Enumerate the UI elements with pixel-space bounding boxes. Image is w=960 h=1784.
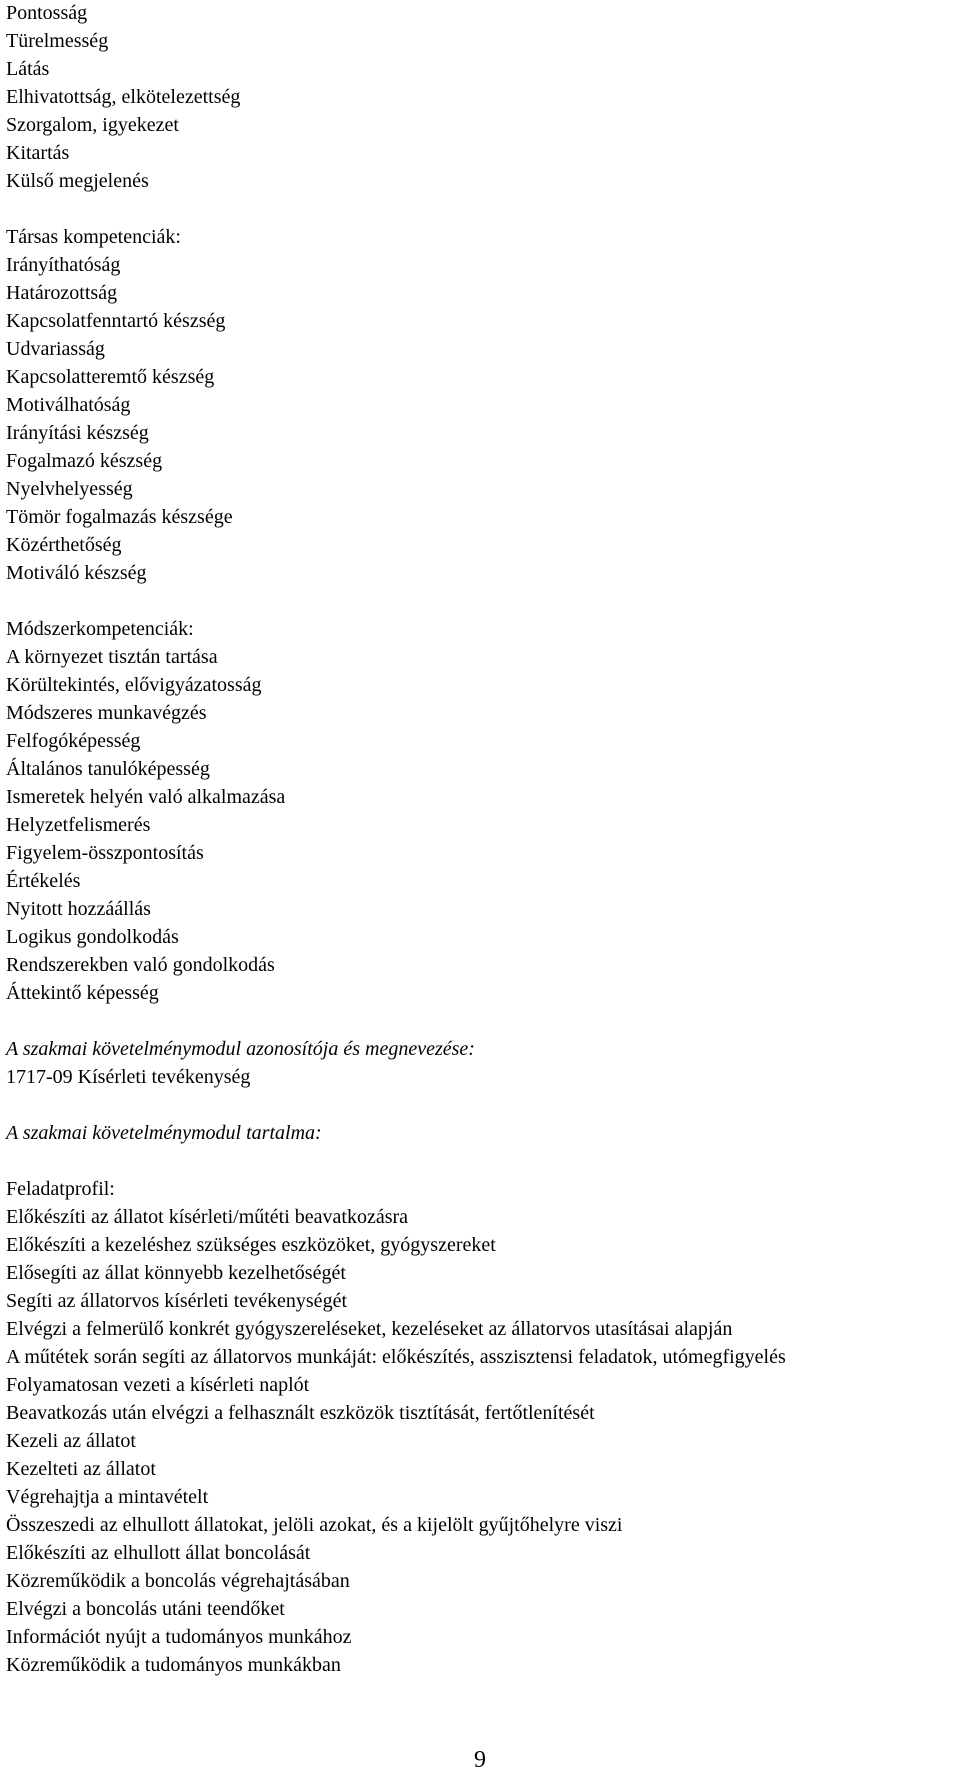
list-item: Kapcsolatfenntartó készség: [6, 310, 226, 332]
module-content-label: A szakmai követelménymodul tartalma:: [6, 1122, 322, 1144]
list-item: Előkészíti az állatot kísérleti/műtéti beavatkozásra: [6, 1206, 409, 1228]
list-item: Irányítási készség: [6, 422, 149, 444]
list-item: Kezeli az állatot: [6, 1430, 136, 1452]
task-profile-section: [6, 1175, 956, 1679]
section-heading: Társas kompetenciák:: [6, 226, 181, 248]
list-item: Ismeretek helyén való alkalmazása: [6, 786, 286, 808]
spacer: [6, 195, 956, 223]
list-item: Módszeres munkavégzés: [6, 702, 207, 724]
list-item: Elhivatottság, elkötelezettség: [6, 86, 241, 108]
list-item: A műtétek során segíti az állatorvos munkáját: előkészítés, asszisztensi feladatok, utómegfigyelés: [6, 1346, 786, 1368]
list-item: Előkészíti az elhullott állat boncolását: [6, 1542, 311, 1564]
list-item: Motiválhatóság: [6, 394, 131, 416]
document-page: [6, 0, 956, 1679]
list-item: Tömör fogalmazás készsége: [6, 506, 233, 528]
list-item: Kitartás: [6, 142, 70, 164]
module-id-value: 1717-09 Kísérleti tevékenység: [6, 1066, 251, 1088]
list-item: Elősegíti az állat könnyebb kezelhetőségét: [6, 1262, 346, 1284]
list-item: Beavatkozás után elvégzi a felhasznált eszközök tisztítását, fertőtlenítését: [6, 1402, 595, 1424]
spacer: [6, 1091, 956, 1119]
spacer: [6, 1147, 956, 1175]
list-item: Információt nyújt a tudományos munkához: [6, 1626, 352, 1648]
list-item: Áttekintő képesség: [6, 982, 159, 1004]
list-item: Külső megjelenés: [6, 170, 149, 192]
list-item: Szorgalom, igyekezet: [6, 114, 179, 136]
list-item: Végrehajtja a mintavételt: [6, 1486, 209, 1508]
list-item: Elvégzi a felmerülő konkrét gyógyszereléseket, kezeléseket az állatorvos utasításai alapján: [6, 1318, 733, 1340]
list-item: Látás: [6, 58, 50, 80]
list-item: Közreműködik a boncolás végrehajtásában: [6, 1570, 350, 1592]
list-item: Fogalmazó készség: [6, 450, 163, 472]
list-item: A környezet tisztán tartása: [6, 646, 218, 668]
page-number: 9: [474, 1747, 486, 1773]
list-item: Türelmesség: [6, 30, 109, 52]
list-item: Körültekintés, elővigyázatosság: [6, 674, 262, 696]
list-item: Helyzetfelismerés: [6, 814, 151, 836]
list-item: Nyelvhelyesség: [6, 478, 133, 500]
list-item: Határozottság: [6, 282, 118, 304]
list-item: Felfogóképesség: [6, 730, 141, 752]
section-heading: Feladatprofil:: [6, 1178, 115, 1200]
list-item: Pontosság: [6, 2, 88, 24]
personal-competency-list: [6, 0, 956, 195]
list-item: Figyelem-összpontosítás: [6, 842, 204, 864]
list-item: Kapcsolatteremtő készség: [6, 366, 215, 388]
list-item: Értékelés: [6, 870, 81, 892]
module-id-label: A szakmai követelménymodul azonosítója és megnevezése:: [6, 1038, 475, 1060]
list-item: Nyitott hozzáállás: [6, 898, 151, 920]
list-item: Logikus gondolkodás: [6, 926, 179, 948]
module-section: [6, 1035, 956, 1147]
spacer: [6, 1007, 956, 1035]
list-item: Előkészíti a kezeléshez szükséges eszközöket, gyógyszereket: [6, 1234, 496, 1256]
list-item: Folyamatosan vezeti a kísérleti naplót: [6, 1374, 310, 1396]
list-item: Kezelteti az állatot: [6, 1458, 156, 1480]
list-item: Elvégzi a boncolás utáni teendőket: [6, 1598, 285, 1620]
list-item: Motiváló készség: [6, 562, 147, 584]
method-competency-section: [6, 615, 956, 1007]
list-item: Általános tanulóképesség: [6, 758, 210, 780]
section-heading: Módszerkompetenciák:: [6, 618, 194, 640]
spacer: [6, 587, 956, 615]
list-item: Összeszedi az elhullott állatokat, jelöli azokat, és a kijelölt gyűjtőhelyre viszi: [6, 1514, 623, 1536]
list-item: Közérthetőség: [6, 534, 122, 556]
social-competency-section: [6, 223, 956, 587]
list-item: Irányíthatóság: [6, 254, 121, 276]
list-item: Közreműködik a tudományos munkákban: [6, 1654, 341, 1676]
list-item: Segíti az állatorvos kísérleti tevékenységét: [6, 1290, 347, 1312]
list-item: Rendszerekben való gondolkodás: [6, 954, 275, 976]
list-item: Udvariasság: [6, 338, 105, 360]
